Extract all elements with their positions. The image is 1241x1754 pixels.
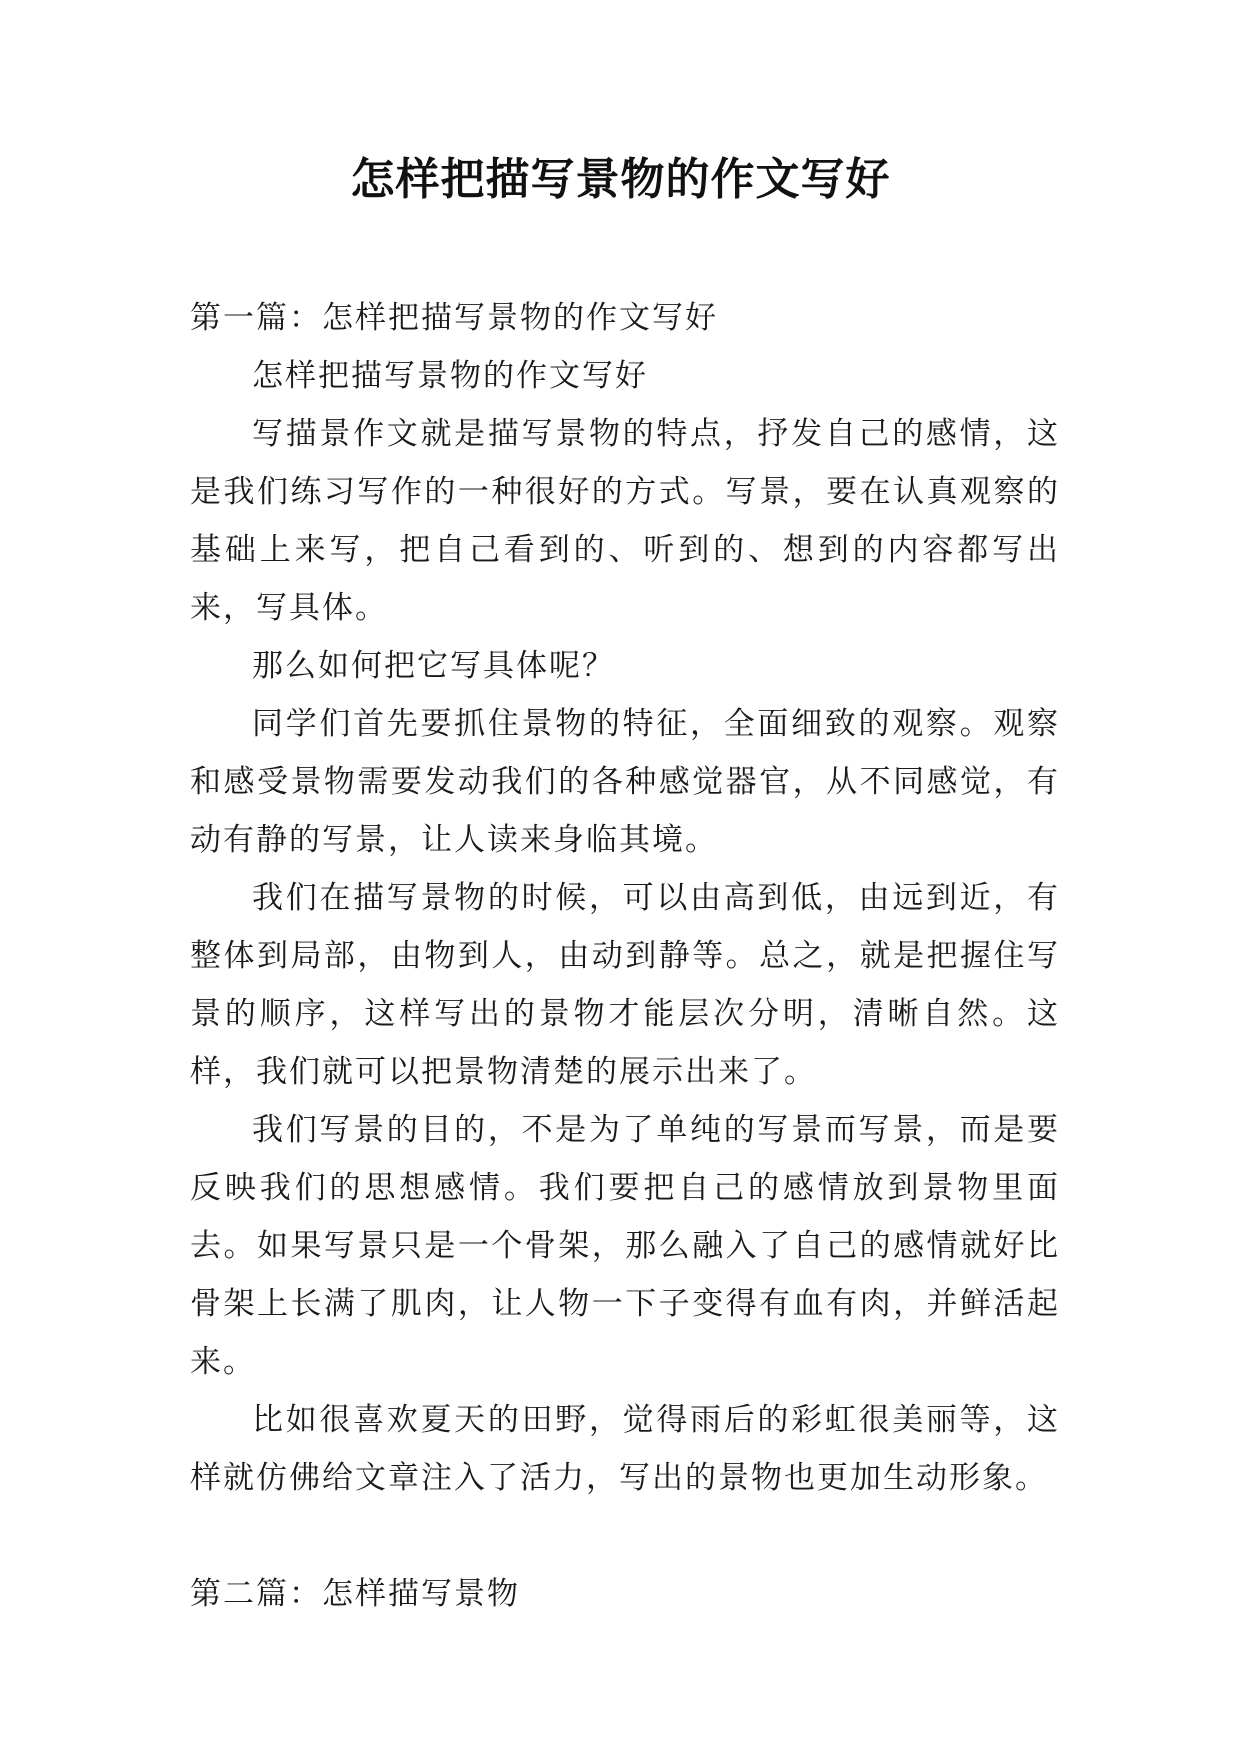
section-1-paragraph-2: 写描景作文就是描写景物的特点，抒发自己的感情，这是我们练习写作的一种很好的方式。写景，要在认真观察的基础上来写，把自己看到的、听到的、想到的内容都写出来，写具体。: [190, 416, 1060, 626]
section-2-heading: 第二篇：怎样描写景物: [190, 1576, 520, 1612]
section-1: [190, 289, 1060, 1507]
section-1-paragraph-4: 同学们首先要抓住景物的特征，全面细致的观察。观察和感受景物需要发动我们的各种感觉器官，从不同感觉，有动有静的写景，让人读来身临其境。: [190, 706, 1060, 858]
section-1-heading: 第一篇：怎样把描写景物的作文写好: [190, 300, 718, 336]
section-1-paragraph-7: 比如很喜欢夏天的田野，觉得雨后的彩虹很美丽等，这样就仿佛给文章注入了活力，写出的景物也更加生动形象。: [190, 1402, 1060, 1496]
document-title: 怎样把描写景物的作文写好: [350, 154, 891, 205]
document-body: [190, 289, 1060, 1623]
section-2: [190, 1565, 1060, 1623]
section-1-paragraph-3: 那么如何把它写具体呢？: [252, 648, 615, 684]
section-1-paragraph-1: 怎样把描写景物的作文写好: [252, 358, 648, 394]
section-1-paragraph-5: 我们在描写景物的时候，可以由高到低，由远到近，有整体到局部，由物到人，由动到静等。总之，就是把握住写景的顺序，这样写出的景物才能层次分明，清晰自然。这样，我们就可以把景物清楚的展示出来了。: [190, 880, 1060, 1090]
section-1-paragraph-6: 我们写景的目的，不是为了单纯的写景而写景，而是要反映我们的思想感情。我们要把自己的感情放到景物里面去。如果写景只是一个骨架，那么融入了自己的感情就好比骨架上长满了肌肉，让人物一下子变得有血有肉，并鲜活起来。: [190, 1112, 1060, 1380]
